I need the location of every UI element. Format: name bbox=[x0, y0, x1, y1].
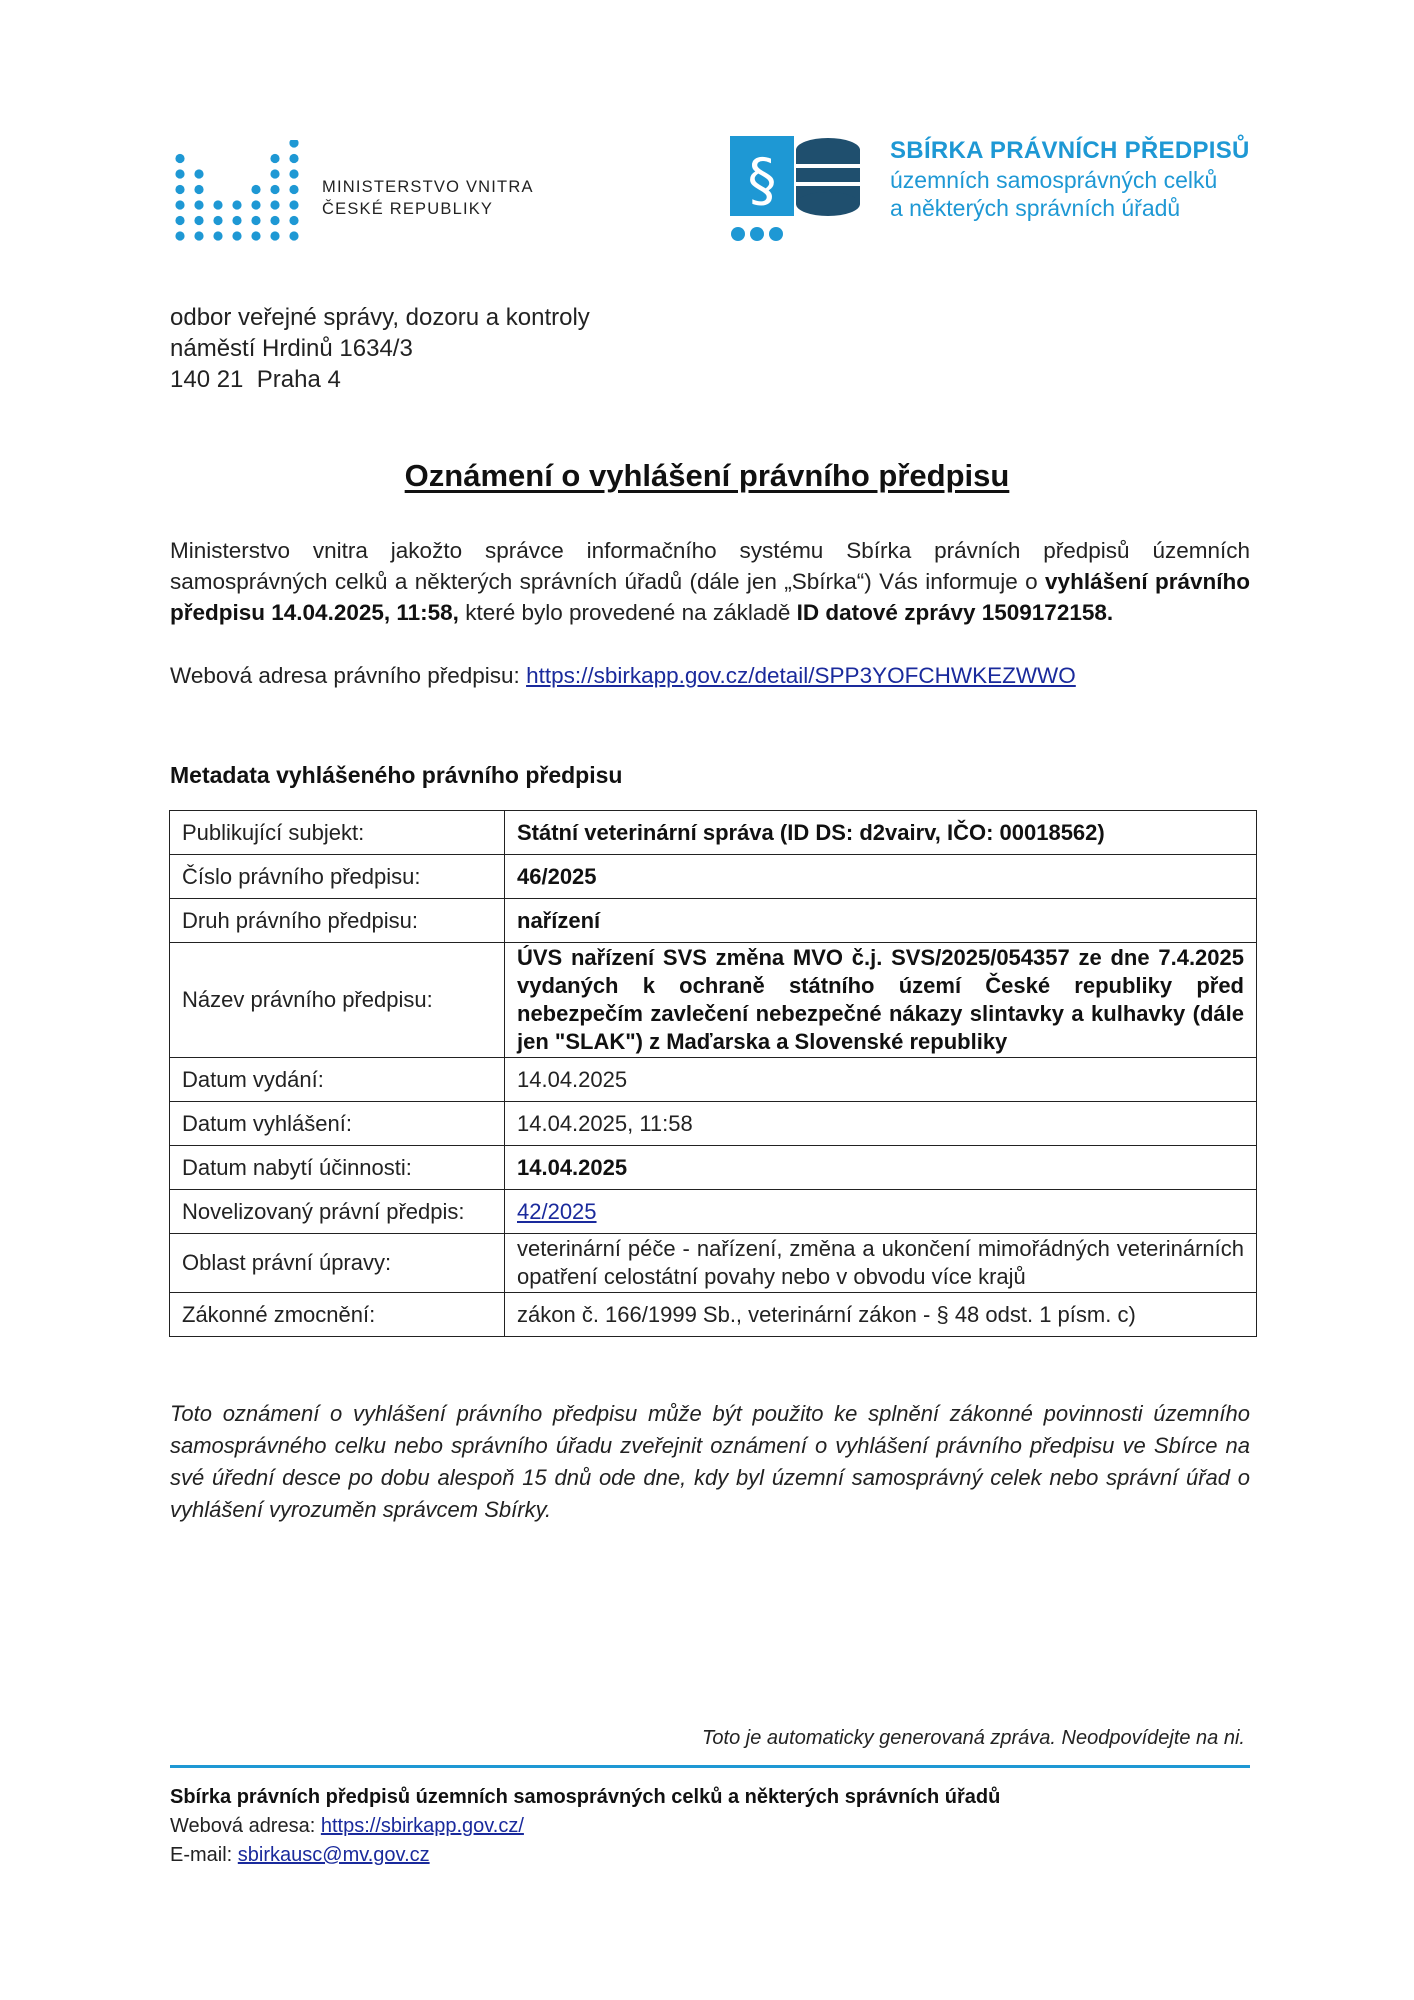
footer-title: Sbírka právních předpisů územních samosprávných celků a některých správních úřadů bbox=[170, 1786, 1001, 1808]
table-row bbox=[170, 1190, 1257, 1234]
row-value-effective-date: 14.04.2025 bbox=[505, 1146, 1257, 1190]
ministry-logo bbox=[172, 140, 562, 244]
ministry-name bbox=[322, 176, 534, 220]
row-value-name: ÚVS nařízení SVS změna MVO č.j. SVS/2025/054357 ze dne 7.4.2025 vydaných k ochraně státního území České republiky před nebezpečím zavlečení nebezpečné nákazy slintavky a kulhavky (dále jen "SLAK") z Maďarska a Slovenské republiky bbox=[505, 943, 1257, 1058]
row-label-effective-date: Datum nabytí účinnosti: bbox=[170, 1146, 505, 1190]
row-value-number: 46/2025 bbox=[505, 855, 1257, 899]
intro-text-2: které bylo provedené na základě bbox=[458, 600, 797, 625]
row-label-number: Číslo právního předpisu: bbox=[170, 855, 505, 899]
table-row bbox=[170, 899, 1257, 943]
sbirka-logo bbox=[730, 134, 1250, 246]
address-line2: náměstí Hrdinů 1634/3 bbox=[170, 335, 413, 362]
document-title: Oznámení o vyhlášení právního předpisu bbox=[404, 458, 1010, 493]
table-row bbox=[170, 811, 1257, 855]
footer-web-label: Webová adresa: bbox=[170, 1815, 321, 1837]
row-label-type: Druh právního předpisu: bbox=[170, 899, 505, 943]
row-value-type: nařízení bbox=[505, 899, 1257, 943]
web-address-line bbox=[170, 663, 1076, 689]
address-line3: 140 21 Praha 4 bbox=[170, 366, 341, 393]
sbirka-text bbox=[890, 136, 1250, 222]
table-row bbox=[170, 1293, 1257, 1337]
sbirka-subtitle-line2: a některých správních úřadů bbox=[890, 195, 1181, 221]
intro-bold-2: ID datové zprávy 1509172158. bbox=[796, 600, 1114, 625]
row-value-area: veterinární péče - nařízení, změna a ukončení mimořádných veterinárních opatření celostátní povahy nebo v obvodu více krajů bbox=[505, 1234, 1257, 1293]
ministry-dots-icon bbox=[172, 140, 304, 244]
table-row bbox=[170, 1234, 1257, 1293]
intro-text-1: Ministerstvo vnitra jakožto správce informačního systému Sbírka právních předpisů územních samosprávných celků a některých správních úřadů (dále jen „Sbírka“) Vás informuje o bbox=[170, 538, 1250, 594]
footer-email-link[interactable]: sbirkausc@mv.gov.cz bbox=[237, 1844, 430, 1866]
intro-paragraph bbox=[170, 535, 1250, 628]
table-row bbox=[170, 1146, 1257, 1190]
row-label-publish-date: Datum vyhlášení: bbox=[170, 1102, 505, 1146]
sbirka-title: SBÍRKA PRÁVNÍCH PŘEDPISŮ bbox=[890, 137, 1250, 164]
amended-regulation-link[interactable]: 42/2025 bbox=[517, 1198, 597, 1224]
ministry-name-line2: ČESKÉ REPUBLIKY bbox=[322, 200, 494, 218]
sbirka-subtitle-line1: územních samosprávných celků bbox=[890, 167, 1218, 193]
footer-divider bbox=[170, 1765, 1250, 1768]
ministry-name-line1: MINISTERSTVO VNITRA bbox=[322, 178, 534, 196]
web-address-label: Webová adresa právního předpisu: bbox=[170, 663, 527, 688]
svg-text:§: § bbox=[747, 146, 777, 214]
row-value-publisher: Státní veterinární správa (ID DS: d2vairv, IČO: 00018562) bbox=[505, 811, 1257, 855]
intro-bold-1: vyhlášení právního předpisu 14.04.2025, 11:58, bbox=[170, 569, 1250, 625]
row-label-area: Oblast právní úpravy: bbox=[170, 1234, 505, 1293]
row-value-issue-date: 14.04.2025 bbox=[505, 1058, 1257, 1102]
sbirka-database-icon bbox=[730, 134, 870, 246]
footer-contact bbox=[170, 1783, 1000, 1870]
footer-note: Toto oznámení o vyhlášení právního předpisu může být použito ke splnění zákonné povinnosti územního samosprávného celku nebo správního úřadu zveřejnit oznámení o vyhlášení právního předpisu ve Sbírce na své úřední desce po dobu alespoň 15 dnů ode dne, kdy byl územní samosprávný celek nebo správní úřad o vyhlášení vyrozuměn správcem Sbírky. bbox=[170, 1401, 1250, 1522]
footer-email-line bbox=[170, 1841, 1000, 1870]
row-label-publisher: Publikující subjekt: bbox=[170, 811, 505, 855]
regulation-url-link[interactable]: https://sbirkapp.gov.cz/detail/SPP3YOFCHWKEZWWO bbox=[526, 663, 1076, 688]
row-label-issue-date: Datum vydání: bbox=[170, 1058, 505, 1102]
table-row bbox=[170, 855, 1257, 899]
auto-generated-notice: Toto je automaticky generovaná zpráva. Neodpovídejte na ni. bbox=[702, 1727, 1245, 1749]
footer-email-label: E-mail: bbox=[170, 1844, 238, 1866]
row-label-name: Název právního předpisu: bbox=[170, 943, 505, 1058]
table-row bbox=[170, 1102, 1257, 1146]
table-row bbox=[170, 943, 1257, 1058]
row-value-amended bbox=[505, 1190, 1257, 1234]
footer-web-link[interactable]: https://sbirkapp.gov.cz/ bbox=[320, 1815, 524, 1837]
table-row bbox=[170, 1058, 1257, 1102]
footer-web-line bbox=[170, 1812, 1000, 1841]
row-label-amended: Novelizovaný právní předpis: bbox=[170, 1190, 505, 1234]
metadata-heading: Metadata vyhlášeného právního předpisu bbox=[170, 762, 623, 788]
row-value-authorization: zákon č. 166/1999 Sb., veterinární zákon - § 48 odst. 1 písm. c) bbox=[505, 1293, 1257, 1337]
row-label-authorization: Zákonné zmocnění: bbox=[170, 1293, 505, 1337]
sender-address bbox=[170, 302, 590, 395]
address-line1: odbor veřejné správy, dozoru a kontroly bbox=[170, 304, 590, 331]
row-value-publish-date: 14.04.2025, 11:58 bbox=[505, 1102, 1257, 1146]
metadata-table bbox=[169, 810, 1257, 1337]
